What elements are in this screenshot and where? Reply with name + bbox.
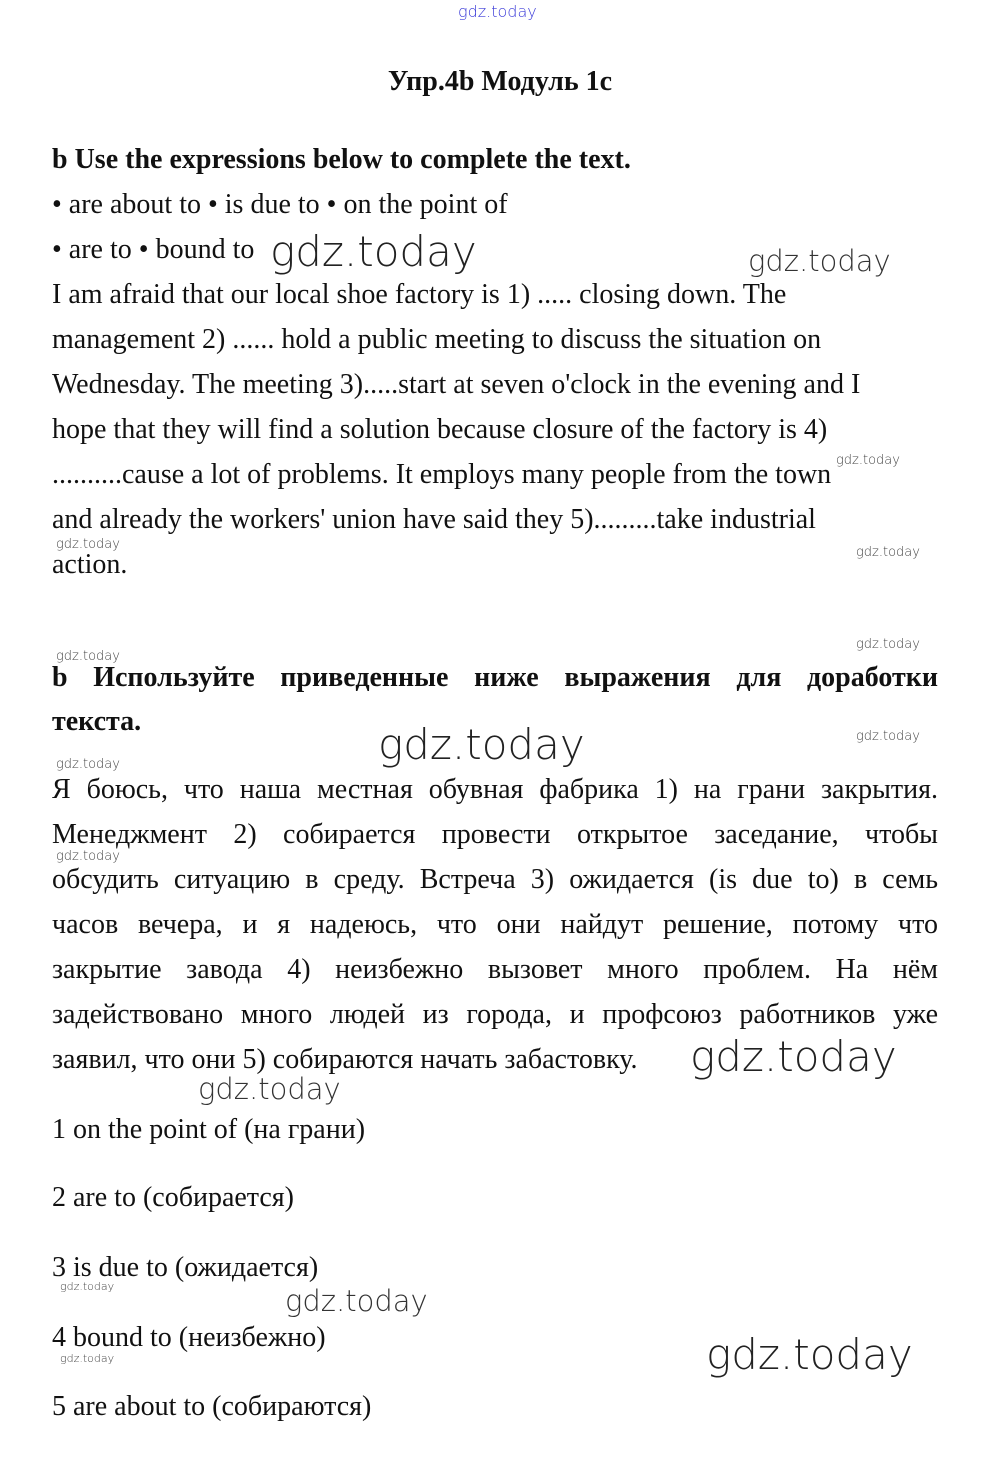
watermark: gdz.today <box>270 227 477 276</box>
answer-item: 2 are to (собирается) <box>52 1182 295 1213</box>
watermark: gdz.today <box>836 453 900 468</box>
text-line: I am afraid that our local shoe factory is 1) ..... closing down. The <box>52 279 787 310</box>
watermark: gdz.today <box>285 1284 428 1318</box>
expressions-line: • are about to • is due to • on the point of <box>52 189 508 220</box>
watermark: gdz.today <box>856 729 920 744</box>
watermark: gdz.today <box>706 1330 913 1379</box>
text-line: закрытие завода 4) неизбежно вызовет много проблем. На нём <box>52 954 938 985</box>
task-heading-ru: b Используйте приведенные ниже выражения для доработки <box>52 662 938 693</box>
watermark: gdz.today <box>856 545 920 560</box>
text-line: hope that they will find a solution because closure of the factory is 4) <box>52 414 828 445</box>
text-line: ..........cause a lot of problems. It employs many people from the town <box>52 459 832 490</box>
watermark: gdz.today <box>60 1352 115 1365</box>
text-line: and already the workers' union have said they 5).........take industrial <box>52 504 816 535</box>
watermark: gdz.today <box>690 1032 897 1081</box>
text-line: Wednesday. The meeting 3).....start at seven o'clock in the evening and I <box>52 369 861 400</box>
text-line: Менеджмент 2) собирается провести открытое заседание, чтобы <box>52 819 938 850</box>
watermark: gdz.today <box>56 649 120 664</box>
watermark: gdz.today <box>748 244 891 278</box>
watermark: gdz.today <box>60 1280 115 1293</box>
answer-item: 5 are about to (собираются) <box>52 1391 372 1422</box>
text-line: Я боюсь, что наша местная обувная фабрика 1) на грани закрытия. <box>52 774 938 805</box>
answer-item: 1 on the point of (на грани) <box>52 1114 366 1145</box>
answer-item: 4 bound to (неизбежно) <box>52 1322 326 1353</box>
text-line: обсудить ситуацию в среду. Встреча 3) ожидается (is due to) в семь <box>52 864 938 895</box>
watermark: gdz.today <box>856 637 920 652</box>
watermark: gdz.today <box>56 757 120 772</box>
task-heading-ru: текста. <box>52 706 142 737</box>
text-line: management 2) ...... hold a public meeting to discuss the situation on <box>52 324 822 355</box>
task-heading-en: b Use the expressions below to complete the text. <box>52 144 631 175</box>
text-line: заявил, что они 5) собираются начать забастовку. <box>52 1044 638 1075</box>
text-line: action. <box>52 549 128 580</box>
text-line: задействовано много людей из города, и профсоюз работников уже <box>52 999 938 1030</box>
page-title: Упр.4b Модуль 1c <box>387 66 613 97</box>
text-line: часов вечера, и я надеюсь, что они найдут решение, потому что <box>52 909 938 940</box>
watermark: gdz.today <box>198 1072 341 1106</box>
expressions-line: • are to • bound to <box>52 234 255 265</box>
watermark: gdz.today <box>56 537 120 552</box>
answer-item: 3 is due to (ожидается) <box>52 1252 319 1283</box>
watermark: gdz.today <box>378 720 585 769</box>
watermark: gdz.today <box>458 2 537 21</box>
watermark: gdz.today <box>56 849 120 864</box>
